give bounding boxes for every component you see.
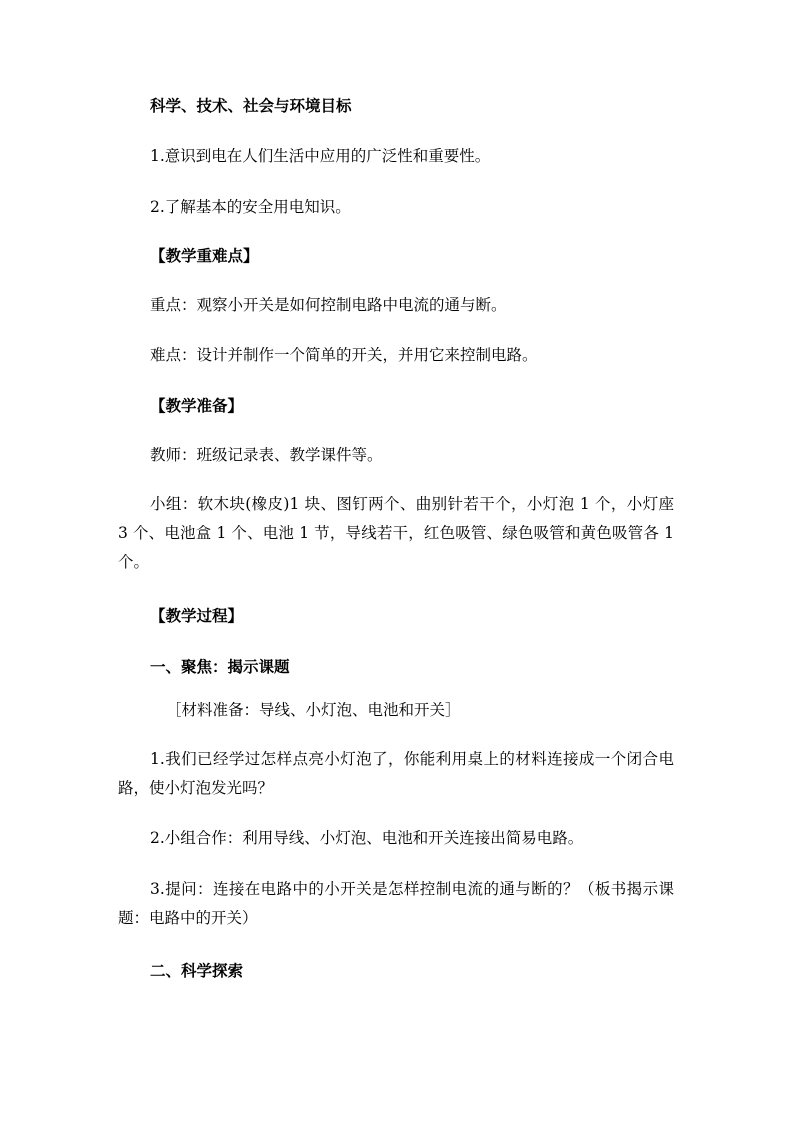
goal-item-1: 1.意识到电在人们生活中应用的广泛性和重要性。 — [150, 147, 491, 165]
step-2: 2.小组合作：利用导线、小灯泡、电池和开关连接出简易电路。 — [150, 829, 584, 847]
process-heading: 【教学过程】 — [150, 606, 244, 625]
section-1-heading: 一、聚焦：揭示课题 — [150, 657, 290, 676]
goal-heading: 科学、技术、社会与环境目标 — [150, 96, 352, 115]
difficult-point: 难点：设计并制作一个简单的开关，并用它来控制电路。 — [150, 346, 538, 364]
key-point: 重点：观察小开关是如何控制电路中电流的通与断。 — [150, 296, 507, 314]
step-1: 1.我们已经学过怎样点亮小灯泡了，你能利用桌上的材料连接成一个闭合电路，使小灯泡发光吗？ — [118, 750, 674, 797]
group-preparation: 小组：软木块(橡皮)1 块、图钉两个、曲别针若干个，小灯泡 1 个，小灯座 3 个、电池盒 1 个、电池 1 节，导线若干，红色吸管、绿色吸管和黄色吸管各 1 个。 — [118, 495, 674, 571]
section-2-heading: 二、科学探索 — [150, 961, 244, 980]
preparation-heading: 【教学准备】 — [150, 396, 244, 415]
goal-item-2: 2.了解基本的安全用电知识。 — [150, 198, 351, 216]
teacher-preparation: 教师：班级记录表、教学课件等。 — [150, 446, 383, 464]
materials-note: ［材料准备：导线、小灯泡、电池和开关］ — [166, 701, 461, 719]
key-points-heading: 【教学重难点】 — [150, 246, 259, 265]
step-3: 3.提问：连接在电路中的小开关是怎样控制电流的通与断的？（板书揭示课题：电路中的开关） — [118, 880, 674, 927]
